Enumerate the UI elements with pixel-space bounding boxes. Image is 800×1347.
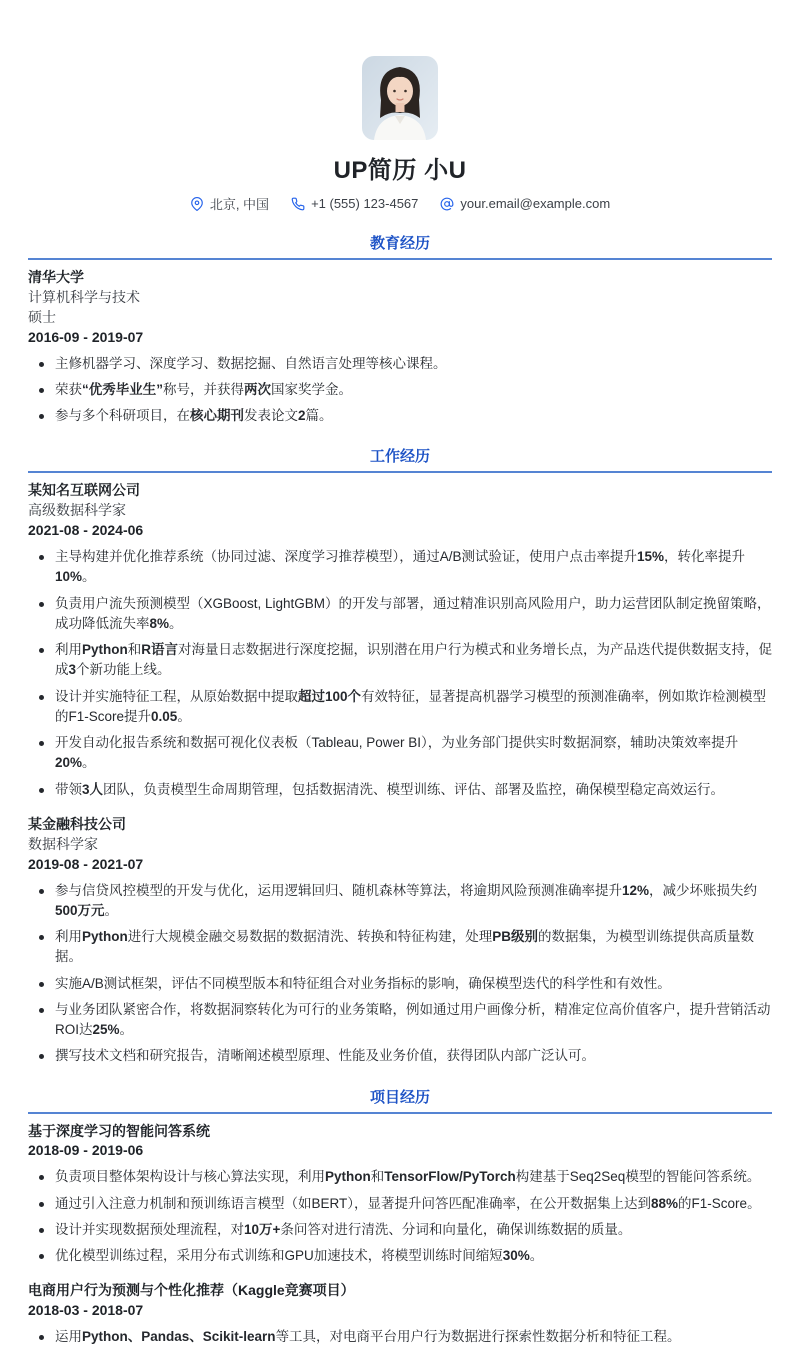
entry-title: 某知名互联网公司: [28, 482, 140, 499]
contact-phone-text: +1 (555) 123-4567: [311, 196, 419, 211]
bullet-item: 带领3人团队，负责模型生命周期管理，包括数据清洗、模型训练、评估、部署及监控，确保模型稳定高效运行。: [28, 780, 772, 800]
entry: [28, 482, 772, 799]
bullet-list: [28, 547, 772, 800]
candidate-name: UP简历 小U: [333, 157, 467, 184]
profile-photo: [362, 56, 438, 140]
sections-container: [28, 232, 772, 1347]
entry-date: 2018-09 - 2019-06: [28, 1142, 144, 1159]
entry-title: 清华大学: [28, 269, 84, 285]
bullet-item: 设计并实施特征工程，从原始数据中提取超过100个有效特征，显著提高机器学习模型的预测准确率，例如欺诈检测模型的F1-Score提升0.05。: [28, 687, 772, 728]
bullet-item: 撰写技术文档和研究报告，清晰阐述模型原理、性能及业务价值，获得团队内部广泛认可。: [28, 1046, 772, 1066]
entry: [28, 1123, 772, 1267]
contact-phone: [291, 196, 418, 211]
bullet-item: 优化模型训练过程，采用分布式训练和GPU加速技术，将模型训练时间缩短30%。: [28, 1246, 772, 1266]
contact-email: [440, 196, 610, 211]
bullet-item: 参与多个科研项目，在核心期刊发表论文2篇。: [28, 406, 772, 426]
entry-date: 2019-08 - 2021-07: [28, 855, 144, 872]
contact-location-text: 北京, 中国: [209, 197, 270, 212]
phone-icon: [291, 197, 305, 211]
bullet-item: 主修机器学习、深度学习、数据挖掘、自然语言处理等核心课程。: [28, 354, 772, 374]
section-projects: [28, 1086, 772, 1347]
entry-subtitle: 计算机科学与技术: [28, 288, 140, 305]
bullet-item: 利用Python进行大规模金融交易数据的数据清洗、转换和特征构建，处理PB级别的数据集，为模型训练提供高质量数据。: [28, 927, 772, 968]
section-title-projects: 项目经历: [28, 1086, 772, 1114]
section-education: [28, 232, 772, 426]
entry-subtitle: 硕士: [28, 308, 56, 325]
section-title-work: 工作经历: [28, 445, 772, 473]
contact-email-text: your.email@example.com: [460, 196, 611, 211]
portrait-photo-illustration: [362, 56, 438, 140]
entry-date: 2016-09 - 2019-07: [28, 328, 144, 345]
bullet-item: 负责用户流失预测模型（XGBoost, LightGBM）的开发与部署，通过精准识别高风险用户，助力运营团队制定挽留策略，成功降低流失率8%。: [28, 594, 772, 635]
entry: [28, 1282, 772, 1347]
bullet-item: 荣获“优秀毕业生”称号，并获得两次国家奖学金。: [28, 380, 772, 400]
entry-subtitle: 数据科学家: [28, 835, 98, 852]
bullet-list: [28, 354, 772, 427]
contact-location: [190, 194, 269, 213]
entry: [28, 269, 772, 426]
resume-header: [28, 56, 772, 213]
entry-title: 基于深度学习的智能问答系统: [28, 1122, 210, 1139]
bullet-item: 通过引入注意力机制和预训练语言模型（如BERT），显著提升问答匹配准确率，在公开数据集上达到88%的F1-Score。: [28, 1194, 772, 1214]
email-icon: [440, 197, 454, 211]
bullet-item: 开发自动化报告系统和数据可视化仪表板（Tableau, Power BI），为业务部门提供实时数据洞察，辅助决策效率提升20%。: [28, 733, 772, 774]
entry-title: 电商用户行为预测与个性化推荐（Kaggle竞赛项目）: [28, 1282, 355, 1299]
bullet-item: 设计并实现数据预处理流程，对10万+条问答对进行清洗、分词和向量化，确保训练数据的质量。: [28, 1220, 772, 1240]
entry-date: 2021-08 - 2024-06: [28, 522, 144, 539]
entry: [28, 816, 772, 1067]
bullet-list: [28, 1167, 772, 1266]
bullet-item: 负责项目整体架构设计与核心算法实现，利用Python和TensorFlow/PyTorch构建基于Seq2Seq模型的智能问答系统。: [28, 1167, 772, 1187]
bullet-item: 主导构建并优化推荐系统（协同过滤、深度学习推荐模型），通过A/B测试验证，使用户点击率提升15%，转化率提升10%。: [28, 547, 772, 588]
contact-row: [28, 194, 772, 213]
bullet-item: 运用Python、Pandas、Scikit-learn等工具，对电商平台用户行为数据进行探索性数据分析和特征工程。: [28, 1327, 772, 1347]
section-title-education: 教育经历: [28, 232, 772, 260]
section-work: [28, 445, 772, 1066]
entry-subtitle: 高级数据科学家: [28, 502, 126, 519]
bullet-list: [28, 881, 772, 1067]
entry-title: 某金融科技公司: [28, 815, 126, 832]
entry-date: 2018-03 - 2018-07: [28, 1302, 144, 1319]
bullet-item: 参与信贷风控模型的开发与优化，运用逻辑回归、随机森林等算法，将逾期风险预测准确率提升12%，减少坏账损失约500万元。: [28, 881, 772, 922]
bullet-item: 利用Python和R语言对海量日志数据进行深度挖掘，识别潜在用户行为模式和业务增长点，为产品迭代提供数据支持，促成3个新功能上线。: [28, 640, 772, 681]
bullet-list: [28, 1327, 772, 1347]
bullet-item: 实施A/B测试框架，评估不同模型版本和特征组合对业务指标的影响，确保模型迭代的科学性和有效性。: [28, 974, 772, 994]
location-icon: [190, 197, 204, 211]
bullet-item: 与业务团队紧密合作，将数据洞察转化为可行的业务策略，例如通过用户画像分析，精准定位高价值客户，提升营销活动ROI达25%。: [28, 1000, 772, 1041]
